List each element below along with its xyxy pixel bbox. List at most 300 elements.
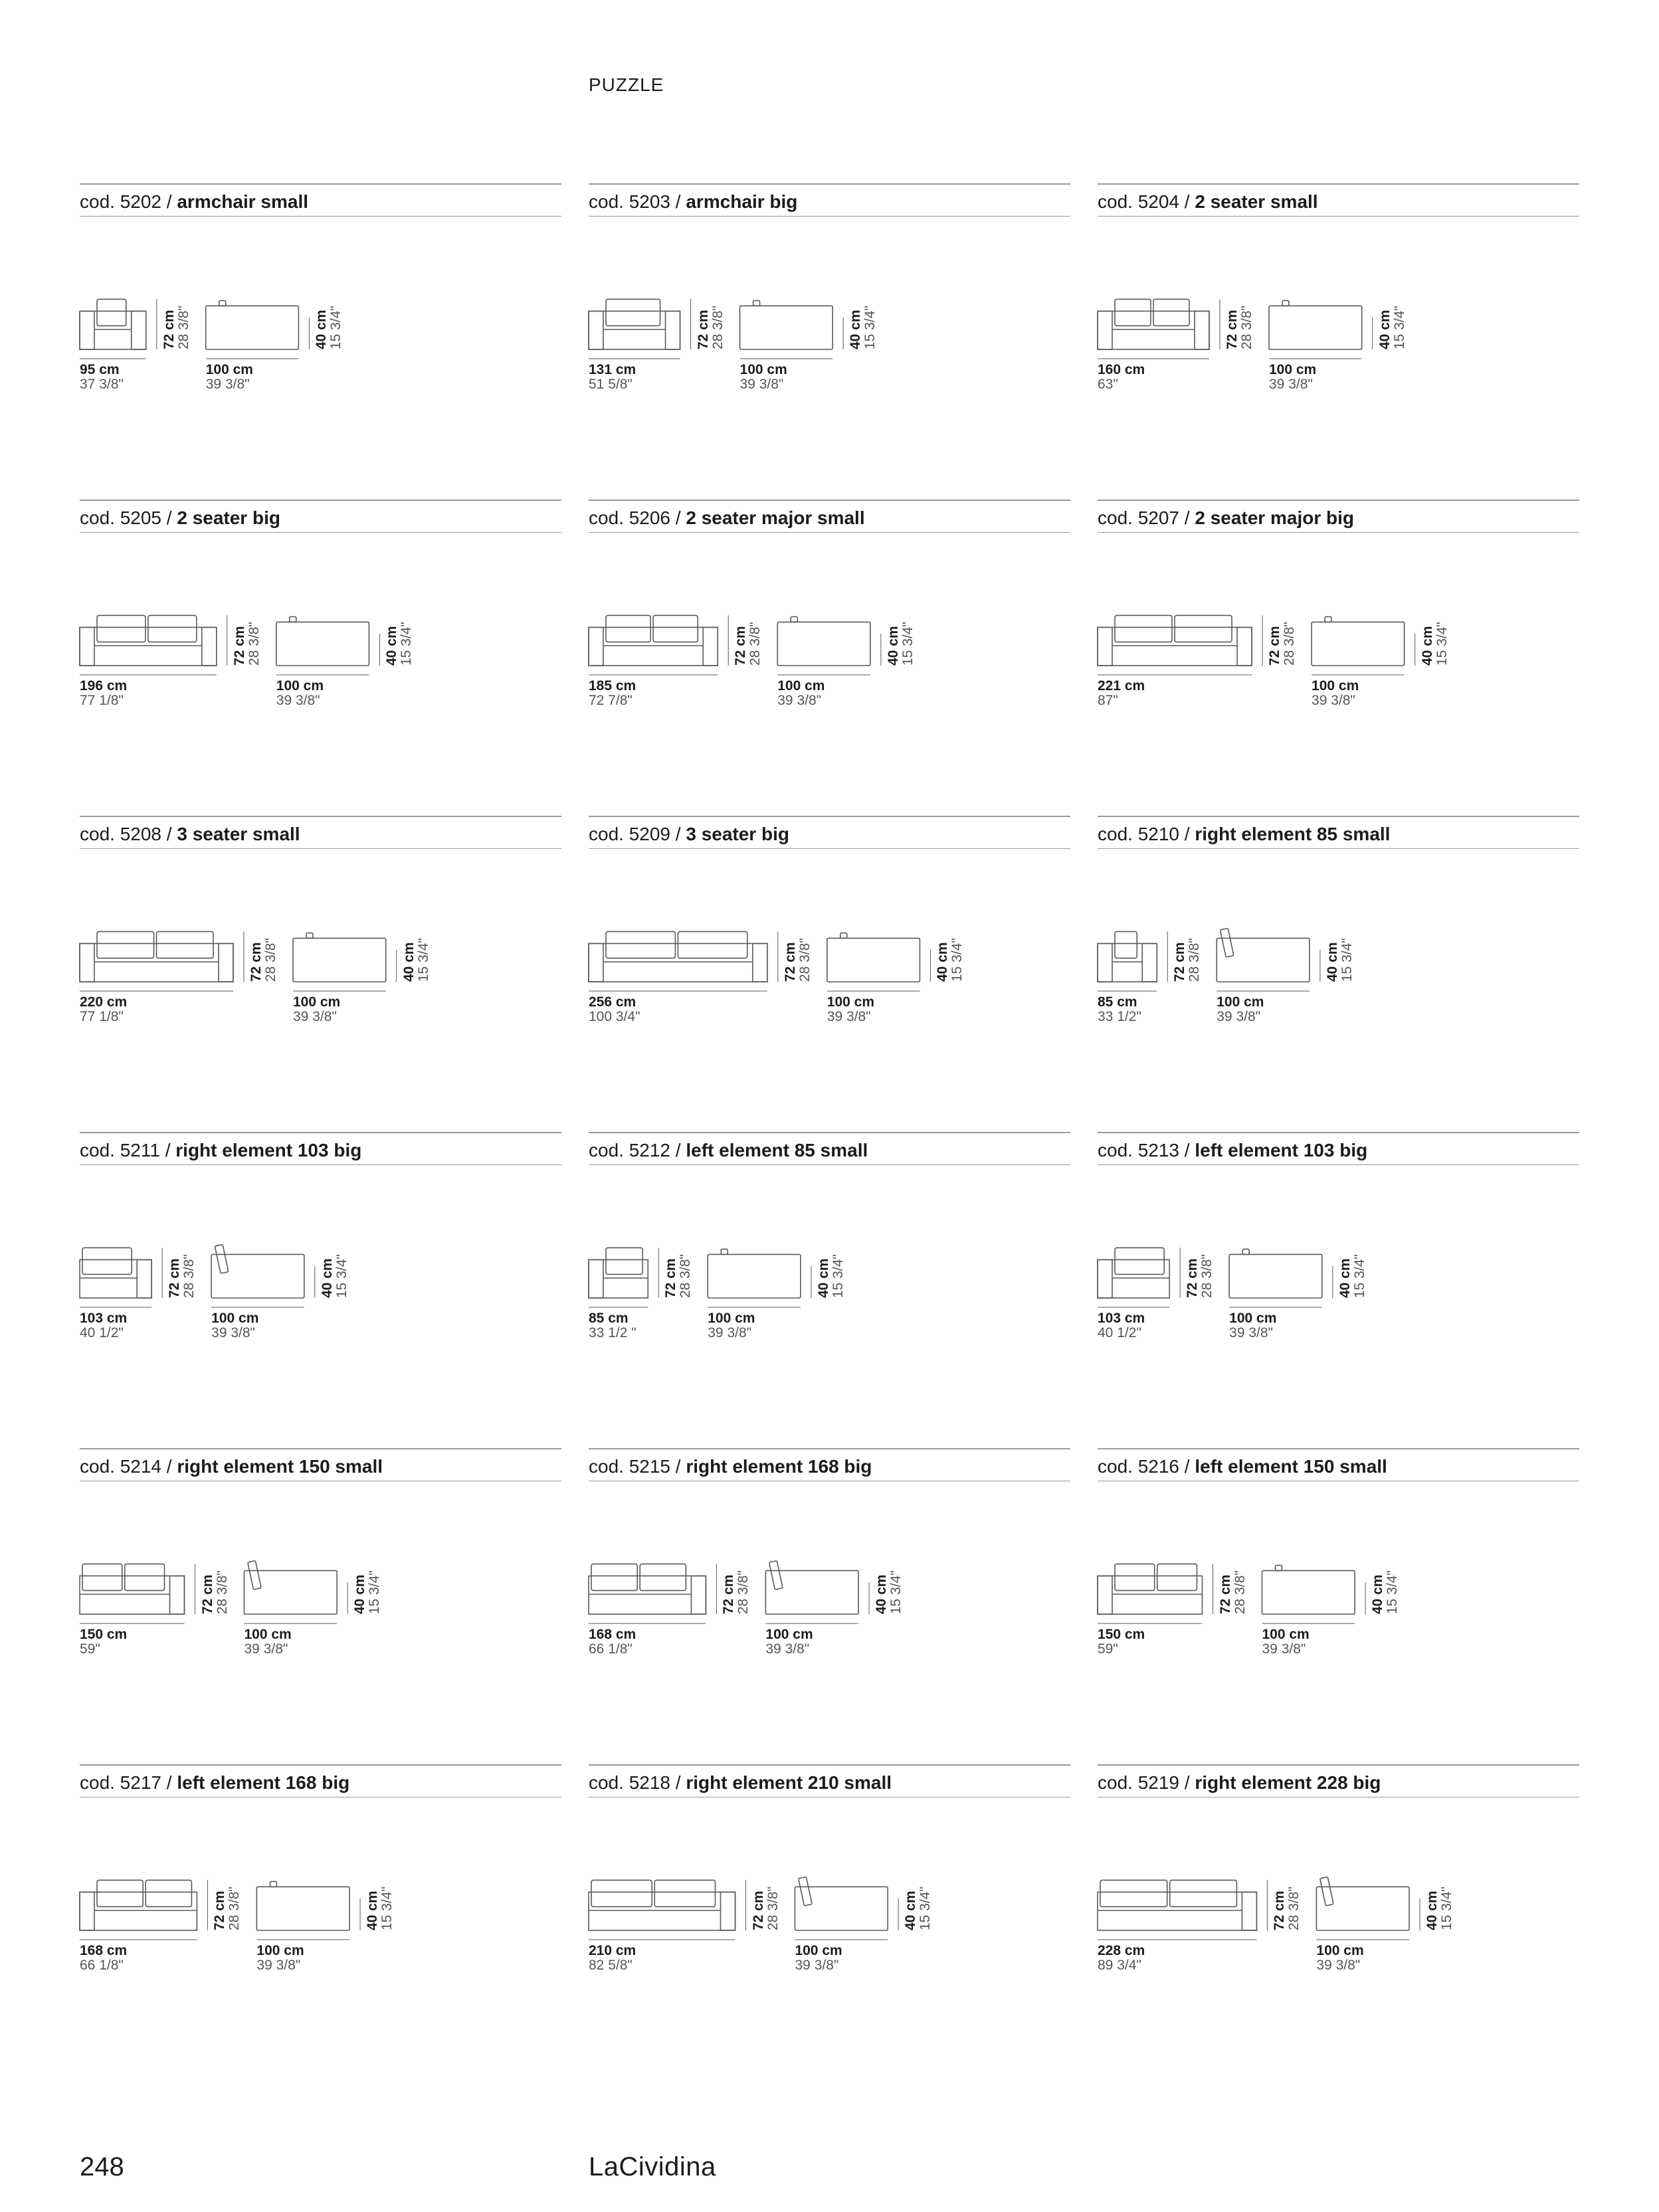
height-dimension (1225, 306, 1254, 349)
product-code: cod. 5202 / (80, 191, 172, 212)
back-cushion (148, 615, 197, 642)
back-cushion (591, 1880, 652, 1906)
seat-height-dimension-cm: 40 cm (1370, 1574, 1386, 1614)
side-dimension-in: 39 3/8" (1316, 1958, 1361, 1974)
side-dimension-in: 39 3/8" (1312, 693, 1355, 709)
right-arm (219, 943, 233, 982)
height-dimension-cm: 72 cm (167, 1258, 183, 1298)
front-dimension-cm: 150 cm (80, 1627, 128, 1642)
back-cushion (1115, 1247, 1164, 1274)
product-name: right element 103 big (175, 1140, 362, 1160)
seat-height-dimension-in: 15 3/4" (399, 622, 415, 666)
height-dimension (733, 622, 763, 666)
product-item (80, 183, 561, 393)
seat-height-dimension-in: 15 3/4" (367, 1570, 383, 1614)
left-arm (589, 627, 603, 666)
seat-height-dimension (1325, 938, 1355, 982)
side-view-body (293, 938, 386, 982)
product-drawing (589, 1764, 1070, 1964)
left-arm (589, 311, 603, 349)
seat-height-dimension-cm: 40 cm (1424, 1890, 1440, 1930)
product-drawing (1098, 1764, 1579, 1964)
side-dimension-cm: 100 cm (1316, 1943, 1364, 1958)
product-item (1098, 1448, 1579, 1657)
seat-height-dimension-in: 15 3/4" (328, 306, 344, 349)
front-view-body (1098, 1892, 1256, 1930)
seat-height-dimension-cm: 40 cm (1324, 942, 1340, 982)
front-dimension-in: 66 1/8" (80, 1958, 124, 1974)
side-dimension-cm: 100 cm (1262, 1627, 1310, 1642)
front-dimension (80, 363, 124, 392)
seat-height-dimension-cm: 40 cm (314, 310, 330, 349)
height-dimension-cm: 72 cm (695, 310, 711, 349)
side-view-body (211, 1254, 304, 1298)
height-dimension-in: 28 3/8" (175, 306, 191, 349)
back-cushion (1115, 615, 1172, 642)
back-cushion (97, 931, 154, 958)
height-dimension-in: 28 3/8" (678, 1254, 694, 1298)
left-arm (1098, 943, 1112, 982)
seat-height-dimension-cm: 40 cm (1337, 1258, 1353, 1298)
side-back-tab (840, 933, 847, 938)
side-dimension (777, 679, 825, 708)
side-dimension (1229, 1311, 1276, 1340)
front-dimension (589, 1627, 636, 1657)
product-name: right element 228 big (1195, 1772, 1381, 1793)
left-arm (589, 943, 603, 982)
product-code: cod. 5203 / (589, 191, 681, 212)
product-drawing (80, 816, 561, 1015)
right-arm (202, 627, 217, 666)
side-dimension-in: 39 3/8" (777, 693, 822, 709)
left-arm (1098, 627, 1112, 666)
seat-height-dimension (817, 1254, 846, 1298)
product-drawing (1098, 500, 1579, 699)
right-arm (1142, 943, 1157, 982)
side-back-tab (753, 300, 760, 306)
brand-name: LaCividina (589, 2152, 716, 2181)
back-cushion (591, 1564, 637, 1590)
seat-height-dimension (314, 306, 343, 349)
height-dimension-cm: 72 cm (750, 1890, 766, 1930)
seat-height-dimension (1378, 306, 1407, 349)
product-name: 3 seater small (177, 824, 300, 844)
front-dimension (1098, 679, 1145, 708)
front-view-body (1098, 943, 1157, 982)
side-view-body (1217, 938, 1310, 982)
seat-height-dimension-cm: 40 cm (384, 626, 400, 666)
seat-height-dimension-in: 15 3/4" (1391, 306, 1407, 349)
product-item (589, 183, 1070, 393)
front-dimension (589, 1944, 636, 1973)
right-arm (1237, 627, 1252, 666)
product-name: 3 seater big (686, 824, 789, 844)
side-dimension-in: 39 3/8" (1269, 377, 1313, 393)
side-view-body (244, 1570, 338, 1614)
seat-height-dimension (1420, 622, 1450, 666)
side-view-body (1316, 1887, 1409, 1930)
back-cushion (157, 931, 214, 958)
back-cushion (606, 299, 660, 325)
side-back-tab (791, 616, 797, 622)
product-item (589, 500, 1070, 709)
seat-height-dimension-cm: 40 cm (1377, 310, 1393, 349)
seat-height-dimension (1371, 1570, 1400, 1614)
product-name: armchair big (686, 191, 798, 212)
front-dimension-cm: 220 cm (80, 994, 128, 1010)
back-cushion (97, 299, 126, 325)
front-dimension-cm: 196 cm (80, 678, 128, 693)
seat-height-dimension-cm: 40 cm (365, 1890, 381, 1930)
side-dimension-cm: 100 cm (293, 994, 341, 1010)
front-dimension-cm: 85 cm (1098, 994, 1137, 1010)
front-dimension-in: 87" (1098, 693, 1118, 709)
product-drawing (80, 1764, 561, 1964)
front-view-body (80, 1259, 151, 1298)
side-dimension-in: 39 3/8" (1229, 1325, 1273, 1341)
page-number: 248 (80, 2152, 124, 2181)
side-dimension-in: 39 3/8" (244, 1641, 288, 1657)
left-arm (80, 311, 94, 349)
front-dimension-in: 33 1/2" (1098, 1009, 1141, 1025)
product-item (589, 1448, 1070, 1657)
right-arm (137, 1259, 151, 1298)
right-arm (753, 943, 767, 982)
height-dimension-in: 28 3/8" (181, 1254, 197, 1298)
back-cushion (97, 615, 146, 642)
height-dimension-in: 28 3/8" (797, 938, 813, 982)
front-dimension-cm: 103 cm (80, 1311, 128, 1326)
front-dimension-cm: 185 cm (589, 678, 636, 693)
product-code: cod. 5207 / (1098, 507, 1190, 528)
product-item (80, 1764, 561, 1974)
back-cushion (654, 1880, 715, 1906)
front-view-body (589, 1892, 735, 1930)
product-drawing (589, 816, 1070, 1015)
front-dimension-cm: 221 cm (1098, 678, 1145, 693)
side-dimension-cm: 100 cm (1217, 994, 1264, 1010)
height-dimension (162, 306, 191, 349)
side-dimension-in: 39 3/8" (256, 1958, 301, 1974)
side-dimension-cm: 100 cm (795, 1943, 842, 1958)
height-dimension (664, 1254, 693, 1298)
front-dimension (1098, 1944, 1145, 1973)
height-dimension (751, 1887, 781, 1930)
back-cushion (653, 615, 698, 642)
side-view-body (276, 622, 369, 666)
side-dimension (765, 1627, 813, 1657)
front-dimension-cm: 95 cm (80, 362, 120, 377)
seat-height-dimension-in: 15 3/4" (918, 1887, 933, 1930)
side-dimension (795, 1944, 842, 1973)
back-cushion (606, 615, 650, 642)
product-name: left element 85 small (686, 1140, 868, 1160)
front-dimension-in: 59" (80, 1641, 100, 1657)
front-dimension-cm: 160 cm (1098, 362, 1145, 377)
seat-height-dimension (935, 938, 965, 982)
left-arm (80, 943, 94, 982)
front-dimension-cm: 168 cm (589, 1627, 636, 1642)
front-dimension (589, 363, 636, 392)
product-code: cod. 5208 / (80, 824, 172, 844)
product-code: cod. 5217 / (80, 1772, 172, 1793)
product-name: left element 150 small (1195, 1456, 1387, 1477)
side-dimension-cm: 100 cm (1312, 678, 1359, 693)
seat-height-dimension-cm: 40 cm (935, 942, 951, 982)
seat-height-dimension-in: 15 3/4" (1439, 1887, 1455, 1930)
seat-height-dimension-cm: 40 cm (874, 1574, 890, 1614)
side-back-cushion (769, 1560, 783, 1590)
front-dimension-in: 33 1/2 " (589, 1325, 636, 1341)
front-dimension-in: 72 7/8" (589, 693, 633, 709)
front-dimension-in: 89 3/4" (1098, 1958, 1141, 1974)
side-dimension-in: 39 3/8" (827, 1009, 871, 1025)
side-back-tab (270, 1881, 276, 1887)
product-drawing (1098, 183, 1579, 383)
seat-height-dimension-in: 15 3/4" (1434, 622, 1450, 666)
front-dimension-in: 40 1/2" (80, 1325, 124, 1341)
side-dimension-in: 39 3/8" (205, 377, 250, 393)
back-cushion (82, 1564, 122, 1590)
product-name: left element 103 big (1195, 1140, 1368, 1160)
right-arm (1242, 1892, 1256, 1930)
side-back-cushion (799, 1877, 812, 1906)
product-code: cod. 5215 / (589, 1456, 681, 1477)
height-dimension (167, 1254, 197, 1298)
front-view-body (589, 1259, 648, 1298)
product-code: cod. 5218 / (589, 1772, 681, 1793)
height-dimension-in: 28 3/8" (765, 1887, 781, 1930)
side-dimension-in: 39 3/8" (795, 1958, 839, 1974)
height-dimension-in: 28 3/8" (227, 1887, 243, 1930)
height-dimension-cm: 72 cm (199, 1574, 215, 1614)
front-dimension (1098, 1627, 1145, 1657)
side-back-tab (1325, 616, 1331, 622)
product-code: cod. 5216 / (1098, 1456, 1190, 1477)
left-arm (80, 1892, 94, 1930)
side-dimension (211, 1311, 258, 1340)
front-view-body (589, 1576, 706, 1614)
side-dimension-cm: 100 cm (276, 678, 324, 693)
front-dimension-cm: 256 cm (589, 994, 636, 1010)
left-arm (80, 627, 94, 666)
back-cushion (606, 931, 675, 958)
height-dimension-cm: 72 cm (1224, 310, 1240, 349)
height-dimension (1272, 1887, 1302, 1930)
right-arm (170, 1576, 185, 1614)
seat-height-dimension (365, 1887, 395, 1930)
product-item (1098, 183, 1579, 393)
height-dimension-cm: 72 cm (1272, 1890, 1288, 1930)
side-back-tab (1276, 1565, 1282, 1570)
front-dimension-cm: 210 cm (589, 1943, 636, 1958)
product-item (589, 1764, 1070, 1974)
front-dimension (1098, 995, 1141, 1024)
product-drawing (1098, 1448, 1579, 1647)
side-dimension (244, 1627, 292, 1657)
product-drawing (1098, 816, 1579, 1015)
side-dimension-in: 39 3/8" (1217, 1009, 1261, 1025)
side-dimension-in: 39 3/8" (293, 1009, 337, 1025)
product-code: cod. 5214 / (80, 1456, 172, 1477)
side-back-tab (721, 1249, 728, 1254)
front-dimension-cm: 131 cm (589, 362, 636, 377)
seat-height-dimension-in: 15 3/4" (379, 1887, 395, 1930)
front-dimension (80, 679, 127, 708)
product-drawing (589, 1448, 1070, 1647)
seat-height-dimension-in: 15 3/4" (900, 622, 916, 666)
product-item (80, 1132, 561, 1341)
side-dimension-in: 39 3/8" (708, 1325, 752, 1341)
side-dimension (740, 363, 787, 392)
height-dimension-in: 28 3/8" (1239, 306, 1255, 349)
side-view-body (1312, 622, 1405, 666)
side-dimension (293, 995, 340, 1024)
height-dimension (1185, 1254, 1215, 1298)
product-name: 2 seater major small (686, 507, 865, 528)
seat-height-dimension (353, 1570, 382, 1614)
side-dimension (827, 995, 874, 1024)
side-view-body (827, 938, 920, 982)
seat-height-dimension (1338, 1254, 1367, 1298)
height-dimension (783, 938, 813, 982)
height-dimension (1173, 938, 1202, 982)
back-cushion (606, 1247, 642, 1274)
side-dimension-cm: 100 cm (205, 362, 253, 377)
product-item (589, 1132, 1070, 1341)
height-dimension-in: 28 3/8" (747, 622, 763, 666)
side-dimension-cm: 100 cm (1269, 362, 1317, 377)
product-name: 2 seater major big (1195, 507, 1354, 528)
height-dimension-cm: 72 cm (248, 942, 264, 982)
side-dimension (276, 679, 324, 708)
seat-height-dimension-cm: 40 cm (319, 1258, 335, 1298)
side-dimension-in: 39 3/8" (211, 1325, 255, 1341)
front-dimension-in: 100 3/4" (589, 1009, 640, 1025)
height-dimension-in: 28 3/8" (214, 1570, 230, 1614)
seat-height-dimension-in: 15 3/4" (830, 1254, 846, 1298)
height-dimension-cm: 72 cm (161, 310, 177, 349)
front-dimension-in: 77 1/8" (80, 1009, 124, 1025)
height-dimension-cm: 72 cm (212, 1890, 228, 1930)
seat-height-dimension-in: 15 3/4" (1339, 938, 1355, 982)
height-dimension-in: 28 3/8" (1199, 1254, 1215, 1298)
seat-height-dimension-in: 15 3/4" (949, 938, 965, 982)
seat-height-dimension (402, 938, 431, 982)
front-dimension (1098, 1311, 1145, 1340)
seat-height-dimension-cm: 40 cm (352, 1574, 368, 1614)
front-dimension-cm: 150 cm (1098, 1627, 1145, 1642)
height-dimension-in: 28 3/8" (1232, 1570, 1248, 1614)
back-cushion (125, 1564, 165, 1590)
side-dimension-cm: 100 cm (827, 994, 875, 1010)
seat-height-dimension (848, 306, 878, 349)
side-view-body (740, 306, 833, 349)
front-view-body (589, 311, 680, 349)
product-drawing (80, 1448, 561, 1647)
height-dimension-cm: 72 cm (1217, 1574, 1233, 1614)
back-cushion (1153, 299, 1189, 325)
product-code: cod. 5212 / (589, 1140, 681, 1160)
side-back-cushion (215, 1244, 228, 1273)
side-dimension (1262, 1627, 1310, 1657)
side-dimension (206, 363, 253, 392)
side-dimension-cm: 100 cm (1229, 1311, 1277, 1326)
side-back-tab (306, 933, 313, 938)
front-dimension-cm: 168 cm (80, 1943, 128, 1958)
seat-height-dimension (904, 1887, 933, 1930)
back-cushion (1115, 299, 1151, 325)
left-arm (589, 1259, 603, 1298)
back-cushion (97, 1880, 143, 1906)
seat-height-dimension-in: 15 3/4" (334, 1254, 349, 1298)
front-view-body (1098, 1259, 1169, 1298)
left-arm (1098, 311, 1112, 349)
side-dimension (1217, 995, 1264, 1024)
front-dimension-in: 37 3/8" (80, 377, 124, 393)
left-arm (1098, 1576, 1112, 1614)
product-drawing (589, 1132, 1070, 1331)
height-dimension-cm: 72 cm (782, 942, 798, 982)
height-dimension-cm: 72 cm (1172, 942, 1188, 982)
front-dimension (589, 1311, 636, 1340)
height-dimension (249, 938, 278, 982)
seat-height-dimension (886, 622, 916, 666)
height-dimension-in: 28 3/8" (1187, 938, 1203, 982)
height-dimension-in: 28 3/8" (263, 938, 279, 982)
side-dimension-in: 39 3/8" (276, 693, 320, 709)
side-view-body (765, 1570, 858, 1614)
height-dimension-cm: 72 cm (663, 1258, 679, 1298)
height-dimension-in: 28 3/8" (710, 306, 726, 349)
seat-height-dimension (1425, 1887, 1454, 1930)
side-dimension-cm: 100 cm (739, 362, 787, 377)
height-dimension-in: 28 3/8" (246, 622, 262, 666)
product-name: right element 150 small (177, 1456, 383, 1477)
front-dimension (80, 1311, 127, 1340)
front-dimension-in: 59" (1098, 1641, 1118, 1657)
side-back-tab (1242, 1249, 1249, 1254)
product-item (80, 500, 561, 709)
right-arm (721, 1892, 735, 1930)
side-dimension-in: 39 3/8" (765, 1641, 810, 1657)
product-name: armchair small (177, 191, 309, 212)
front-dimension-in: 82 5/8" (589, 1958, 633, 1974)
seat-height-dimension (320, 1254, 349, 1298)
side-dimension-cm: 100 cm (211, 1311, 259, 1326)
side-dimension (708, 1311, 755, 1340)
side-dimension (256, 1944, 304, 1973)
seat-height-dimension-cm: 40 cm (815, 1258, 831, 1298)
front-dimension-cm: 103 cm (1098, 1311, 1145, 1326)
product-code: cod. 5209 / (589, 824, 681, 844)
product-item (1098, 1132, 1579, 1341)
seat-height-dimension-cm: 40 cm (401, 942, 417, 982)
side-dimension-cm: 100 cm (244, 1627, 292, 1642)
back-cushion (1157, 1564, 1197, 1590)
right-arm (666, 311, 680, 349)
height-dimension-in: 28 3/8" (1286, 1887, 1302, 1930)
right-arm (703, 627, 718, 666)
front-dimension-in: 40 1/2" (1098, 1325, 1141, 1341)
product-item (1098, 1764, 1579, 1974)
product-code: cod. 5210 / (1098, 824, 1190, 844)
height-dimension (213, 1887, 242, 1930)
product-name: left element 168 big (177, 1772, 350, 1793)
front-dimension (589, 679, 636, 708)
seat-height-dimension (385, 622, 414, 666)
front-dimension-in: 77 1/8" (80, 693, 124, 709)
